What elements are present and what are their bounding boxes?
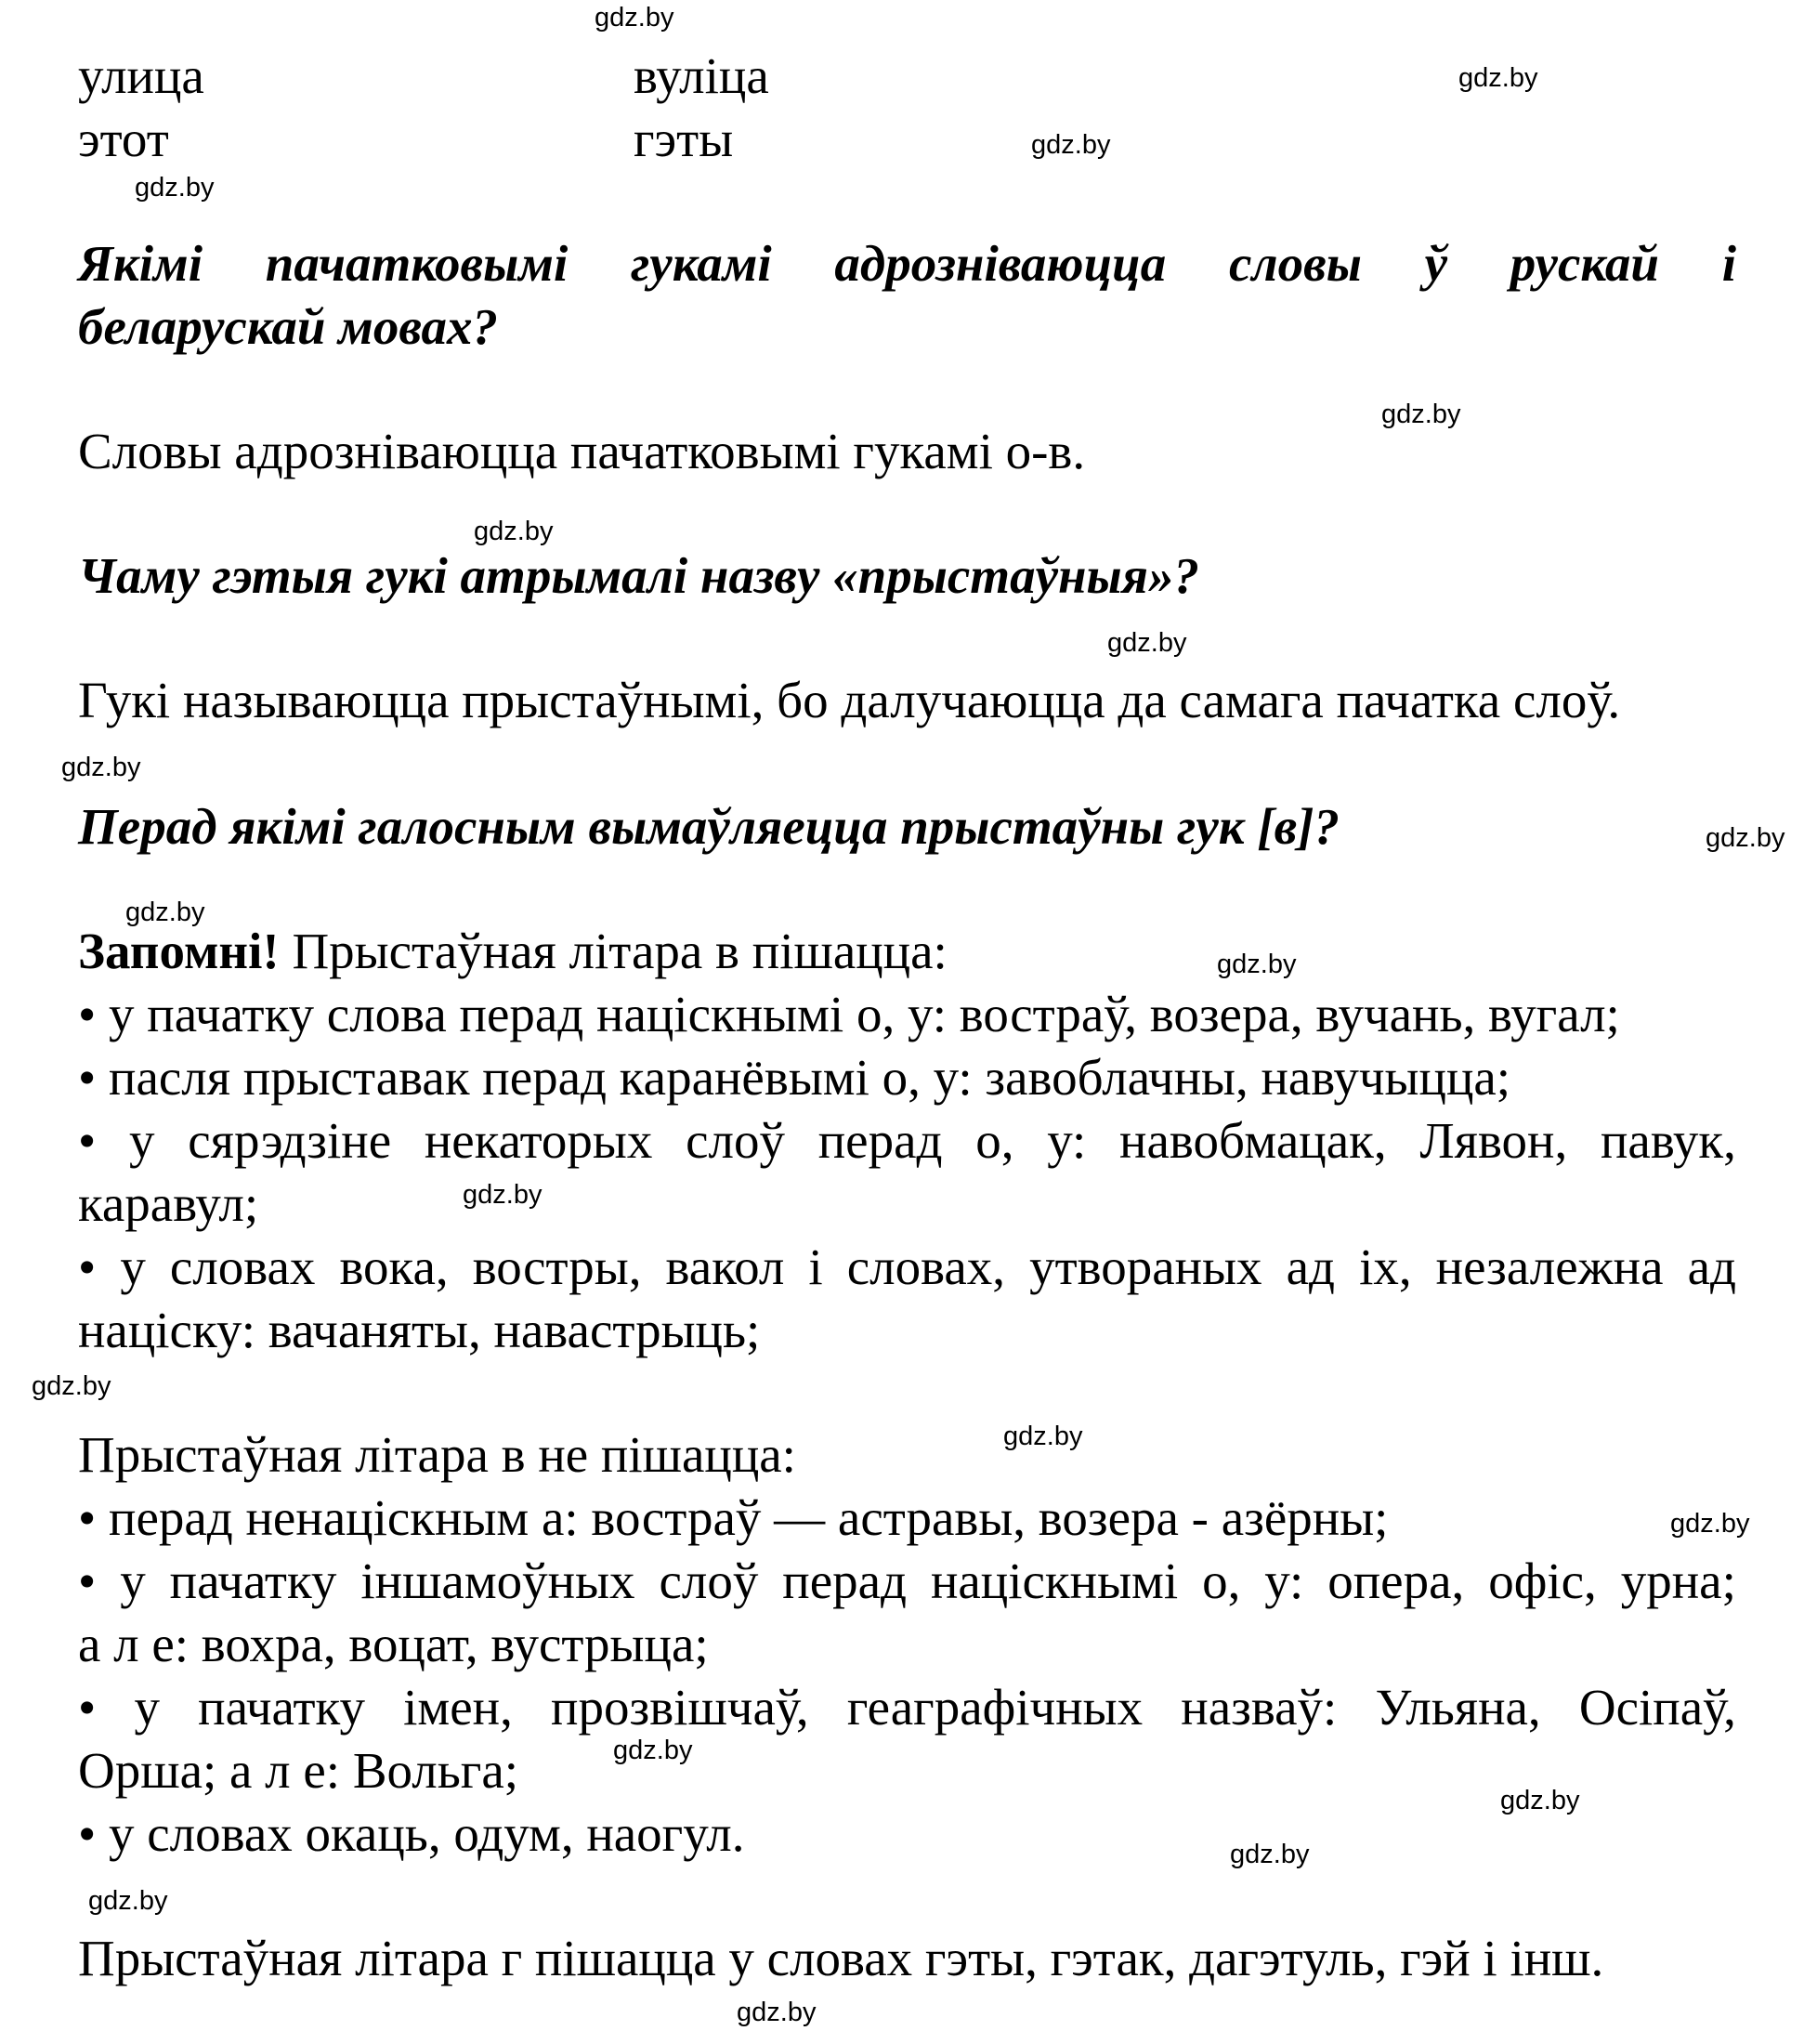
question-1-line-2: беларускай мовах?	[78, 298, 499, 355]
question-1-line-1	[78, 232, 1736, 295]
watermark: gdz.by	[1003, 1422, 1083, 1451]
table-ru-word-1: улица	[78, 47, 204, 104]
watermark: gdz.by	[1230, 1840, 1310, 1869]
bullet-word: і	[808, 1238, 823, 1295]
watermark: gdz.by	[1706, 823, 1785, 853]
not-written-bullet-4: • у словах окаць, одум, наогул.	[78, 1805, 745, 1862]
bullet-word: востры,	[472, 1238, 642, 1295]
bullet-word: геаграфічных	[846, 1679, 1144, 1736]
bullet-word: у	[120, 1238, 146, 1295]
bullet-word: •	[78, 1679, 97, 1736]
remember-label: Запомні!	[78, 923, 280, 979]
final-rule: Прыстаўная літара г пішацца у словах гэты, гэтак, дагэтуль, гэй і інш.	[78, 1930, 1604, 1986]
watermark: gdz.by	[88, 1886, 168, 1916]
bullet-word: перад	[817, 1112, 943, 1169]
table-by-word-2: гэты	[634, 111, 734, 167]
answer-1: Словы адрозніваюцца пачатковымі гукамі о-в.	[78, 423, 1086, 479]
q1-word: Якімі	[78, 235, 203, 292]
bullet-word: пачатку	[169, 1553, 337, 1609]
table-by-word-1: вуліца	[634, 47, 769, 104]
watermark: gdz.by	[61, 753, 141, 782]
q1-word: гукамі	[630, 235, 772, 292]
bullet-word: •	[78, 1112, 97, 1169]
remember-bullet-4-line-2: націску: вачаняты, навастрыць;	[78, 1302, 761, 1358]
remember-bullet-3-line-1	[78, 1109, 1736, 1173]
q1-word: рускай	[1510, 235, 1659, 292]
watermark: gdz.by	[32, 1371, 111, 1401]
remember-intro-text: Прыстаўная літара в пішацца:	[279, 923, 948, 979]
watermark: gdz.by	[1458, 63, 1538, 93]
bullet-word: •	[78, 1553, 97, 1609]
remember-bullet-1: • у пачатку слова перад націскнымі о, у: востраў, возера, вучань, вугал;	[78, 986, 1620, 1042]
bullet-word: опера,	[1327, 1553, 1465, 1609]
bullet-word: пачатку	[198, 1679, 365, 1736]
watermark: gdz.by	[1107, 628, 1187, 658]
question-2: Чаму гэтыя гукі атрымалі назву «прыстаўныя»?	[78, 547, 1200, 604]
bullet-word: у:	[1047, 1112, 1087, 1169]
q1-word: ў	[1424, 235, 1448, 292]
watermark: gdz.by	[463, 1180, 543, 1210]
bullet-word: назваў:	[1181, 1679, 1338, 1736]
bullet-word: ад	[1687, 1238, 1736, 1295]
bullet-word: Ульяна,	[1375, 1679, 1541, 1736]
bullet-word: у	[129, 1112, 155, 1169]
q1-word: і	[1721, 235, 1736, 292]
bullet-word: вакол	[665, 1238, 785, 1295]
bullet-word: словах	[169, 1238, 316, 1295]
watermark: gdz.by	[1670, 1509, 1750, 1539]
bullet-word: словах,	[846, 1238, 1006, 1295]
bullet-word: утвораных	[1029, 1238, 1262, 1295]
answer-2: Гукі называюцца прыстаўнымі, бо далучаюцца да самага пачатка слоў.	[78, 672, 1621, 728]
remember-bullet-4-line-1	[78, 1236, 1736, 1299]
bullet-word: некаторых	[424, 1112, 653, 1169]
bullet-word: імен,	[403, 1679, 513, 1736]
bullet-word: ад	[1286, 1238, 1335, 1295]
remember-bullet-3-line-2: каравул;	[78, 1175, 259, 1232]
bullet-word: навобмацак,	[1119, 1112, 1387, 1169]
bullet-word: іншамоўных	[360, 1553, 635, 1609]
bullet-word: •	[78, 1238, 97, 1295]
bullet-word: націскнымі	[930, 1553, 1179, 1609]
bullet-word: урна;	[1620, 1553, 1736, 1609]
q1-word: адрозніваюцца	[834, 235, 1167, 292]
bullet-word: слоў	[686, 1112, 785, 1169]
not-written-bullet-2-line-2: а л е: вохра, воцат, вустрыца;	[78, 1616, 709, 1672]
bullet-word: вока,	[339, 1238, 449, 1295]
q1-word: пачатковымі	[265, 235, 569, 292]
not-written-bullet-3-line-2: Орша; а л е: Вольга;	[78, 1742, 519, 1799]
bullet-word: у	[120, 1553, 146, 1609]
bullet-word: офіс,	[1488, 1553, 1597, 1609]
bullet-word: павук,	[1600, 1112, 1736, 1169]
not-written-bullet-2-line-1	[78, 1550, 1736, 1613]
bullet-word: сярэдзіне	[188, 1112, 392, 1169]
watermark: gdz.by	[1381, 400, 1461, 429]
bullet-word: о,	[975, 1112, 1014, 1169]
bullet-word: у:	[1264, 1553, 1304, 1609]
bullet-word: слоў	[659, 1553, 759, 1609]
q1-word: словы	[1229, 235, 1362, 292]
watermark: gdz.by	[1217, 950, 1297, 979]
bullet-word: незалежна	[1435, 1238, 1664, 1295]
bullet-word: Лявон,	[1419, 1112, 1568, 1169]
not-written-bullet-3-line-1	[78, 1676, 1736, 1739]
bullet-word: іх,	[1359, 1238, 1412, 1295]
watermark: gdz.by	[135, 173, 215, 203]
watermark: gdz.by	[595, 3, 674, 33]
table-ru-word-2: этот	[78, 111, 169, 167]
watermark: gdz.by	[737, 1998, 817, 2027]
bullet-word: прозвішчаў,	[551, 1679, 809, 1736]
watermark: gdz.by	[613, 1736, 693, 1765]
bullet-word: у	[134, 1679, 160, 1736]
remember-bullet-2: • пасля прыставак перад каранёвымі о, у: завоблачны, навучыцца;	[78, 1049, 1511, 1106]
watermark: gdz.by	[125, 898, 205, 927]
bullet-word: о,	[1202, 1553, 1241, 1609]
question-3: Перад якімі галосным вымаўляецца прыстаўны гук [в]?	[78, 798, 1340, 855]
watermark: gdz.by	[1031, 130, 1111, 160]
not-written-intro: Прыстаўная літара в не пішацца:	[78, 1426, 796, 1483]
remember-intro	[78, 920, 948, 983]
bullet-word: перад	[782, 1553, 908, 1609]
not-written-bullet-1: • перад ненаціскным а: востраў — астравы, возера - азёрны;	[78, 1489, 1389, 1546]
watermark: gdz.by	[1500, 1786, 1580, 1815]
watermark: gdz.by	[474, 517, 554, 546]
bullet-word: Осіпаў,	[1578, 1679, 1736, 1736]
